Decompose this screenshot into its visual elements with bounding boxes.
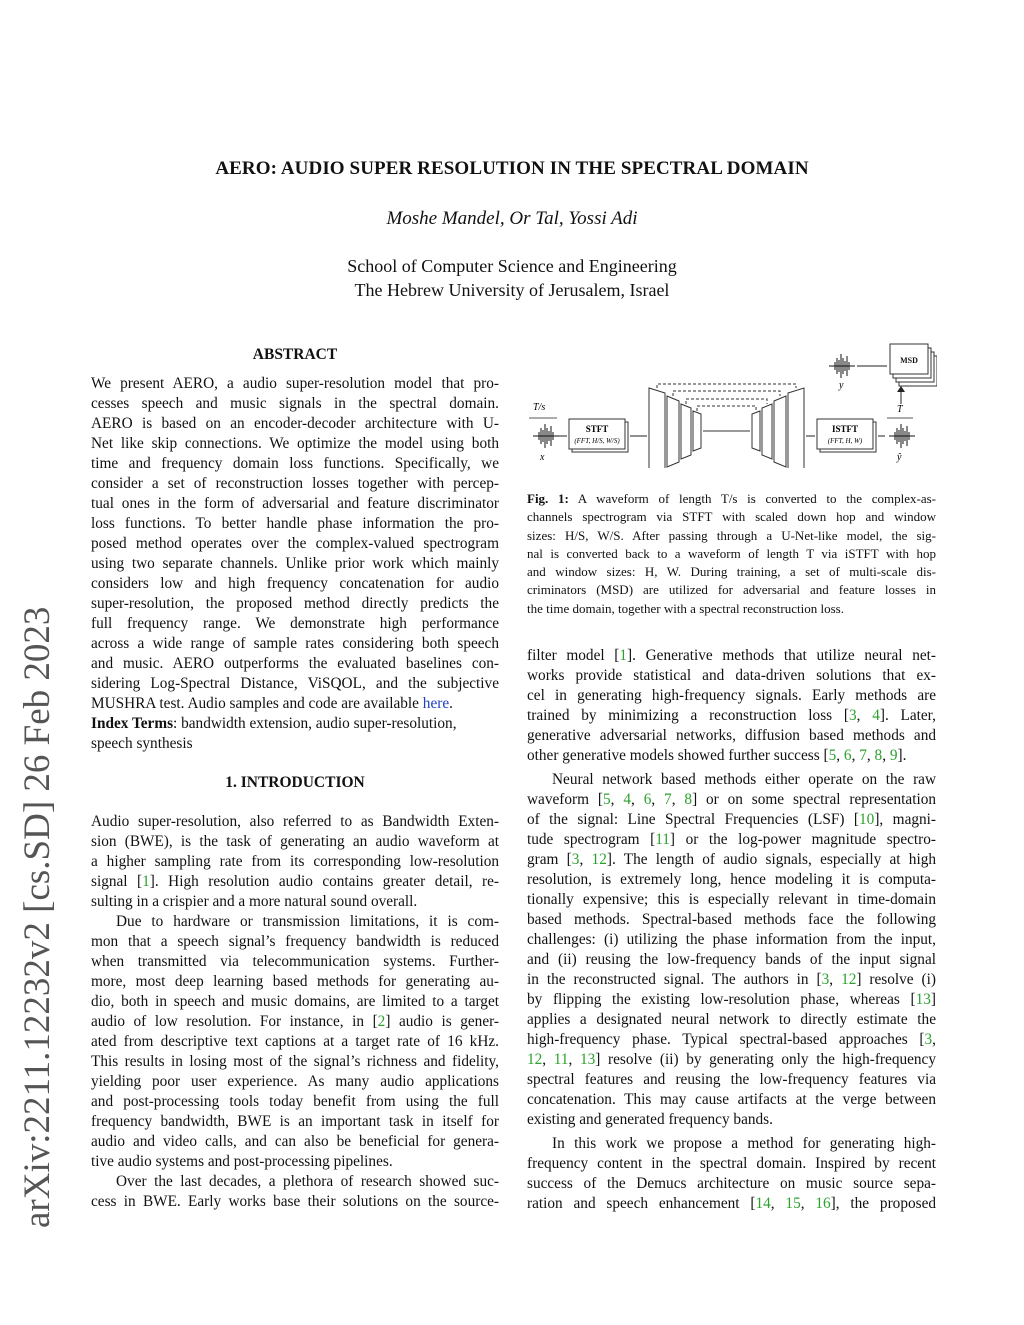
citation[interactable]: 2	[377, 1013, 386, 1030]
index-terms-line: Index Terms: bandwidth extension, audio super-resolution,	[91, 715, 457, 732]
citation[interactable]: 13	[915, 991, 931, 1008]
citation[interactable]: 8	[684, 791, 693, 808]
index-terms-label: Index Terms	[91, 715, 174, 732]
citation[interactable]: 9	[889, 747, 898, 764]
citation[interactable]: 3	[848, 707, 857, 724]
citation[interactable]: 7	[859, 747, 867, 764]
paper-title: AERO: AUDIO SUPER RESOLUTION IN THE SPECTRAL DOMAIN	[215, 158, 809, 179]
arxiv-id: arXiv:2211.12232v2 [cs.SD] 26 Feb 2023	[17, 606, 58, 1228]
unet-encoder	[649, 388, 701, 468]
citation[interactable]: 5	[828, 747, 837, 764]
abstract-line: sidering Log-Spectral Distance, ViSQOL, and the subjective	[91, 675, 499, 692]
label-x: x	[540, 452, 545, 463]
abstract-line: Net like skip connections. We optimize the model using both	[91, 435, 499, 452]
citation[interactable]: 4	[623, 791, 631, 808]
citation[interactable]: 1	[142, 873, 150, 890]
stft-block	[569, 419, 628, 452]
citation[interactable]: 11	[553, 1051, 569, 1068]
intro-heading: 1. INTRODUCTION	[225, 774, 365, 791]
affiliation-line-2: The Hebrew University of Jerusalem, Israel	[354, 280, 670, 300]
input-waveform-icon	[533, 424, 559, 448]
label-T: T	[897, 404, 903, 415]
citation[interactable]: 5	[602, 791, 611, 808]
msd-label: MSD	[900, 356, 918, 365]
citation[interactable]: 6	[643, 791, 652, 808]
citation[interactable]: 16	[815, 1195, 831, 1212]
abstract-heading: ABSTRACT	[252, 346, 338, 363]
citation[interactable]: 3	[821, 971, 830, 988]
index-terms-line-2: speech synthesis	[91, 735, 193, 752]
abstract-line: loss functions. To better handle phase information the pro-	[91, 515, 499, 532]
abstract-line: MUSHRA test. Audio samples and code are available here.	[91, 695, 453, 712]
abstract-line: tual ones in the form of adversarial and feature discriminator	[91, 495, 499, 512]
citation[interactable]: 10	[859, 811, 875, 828]
caption-label: Fig. 1:	[527, 491, 569, 506]
citation[interactable]: 12	[591, 851, 607, 868]
citation[interactable]: 12	[841, 971, 857, 988]
samples-link[interactable]: here	[422, 695, 450, 712]
msd-block	[890, 344, 937, 386]
citation[interactable]: 1	[619, 647, 628, 664]
abstract-line: cesses speech and music signals in the spectral domain.	[91, 395, 499, 412]
citation[interactable]: 6	[843, 747, 852, 764]
istft-block	[817, 419, 876, 452]
citation[interactable]: 4	[872, 707, 880, 724]
unet-decoder	[752, 388, 804, 468]
target-waveform-icon	[829, 354, 855, 378]
citation[interactable]: 14	[755, 1195, 771, 1212]
abstract-line: AERO is based on an encoder-decoder architecture with U-	[91, 415, 499, 432]
abstract-line: using two separate channels. Unlike prior work which mainly	[91, 555, 499, 572]
abstract-line: consider a set of reconstruction losses together with percep-	[91, 475, 499, 492]
citation[interactable]: 3	[924, 1031, 933, 1048]
istft-params: (FFT, H, W)	[827, 437, 863, 445]
citation[interactable]: 13	[580, 1051, 596, 1068]
citation[interactable]: 15	[785, 1195, 801, 1212]
intro-left-column: Audio super-resolution, also referred to as Bandwidth Exten- sion (BWE), is the task of generating an audio waveform at a higher sampling rate from its corresponding low-resolution signal [1]. High resolution audio contains greater detail, re- sulting in a crispier and a more natural sound overall. Due to hardware or transmission limitations, it is com- mon that a speech signal’s frequency bandwidth is reduced when transmitted via telecommunication systems. Further- more, most deep learning based methods for generating au- dio, both in speech and music domains, are limited to a target audio of low resolution. For instance, in [2] audio is gener- ated from descriptive text captions at a target rate of 16 kHz. This results in losing most of the signal’s richness and fidelity, yielding poor user experience. As many audio applications and post-processing tools today benefit from using the full frequency bandwidth, BWE is an important task in itself for audio and video calls, and can also be beneficial for genera- tive audio systems and post-processing pipelines. Over the last decades, a plethora of research showed suc- cess in BWE. Early works base their solutions on the source-	[91, 813, 499, 1210]
abstract-body	[91, 374, 499, 754]
citation[interactable]: 8	[874, 747, 883, 764]
figure-caption: Fig. 1: A waveform of length T/s is converted to the complex-as- channels spectrogram via STFT with scaled down hop and window sizes: H/S, W/S. After passing through a U-Net-like model, the sig- nal is converted back to a waveform of length T via iSTFT with hop and window sizes: H, W. During training, a set of multi-scale dis- criminators (MSD) are utilized for adversarial and feature losses in the time domain, together with a spectral reconstruction loss.	[527, 491, 936, 616]
citation[interactable]: 3	[571, 851, 580, 868]
affiliation-line-1: School of Computer Science and Engineering	[347, 256, 677, 276]
label-y: y	[839, 380, 844, 391]
label-T-over-s: T/s	[533, 402, 546, 413]
abstract-line: full frequency range. We demonstrate high performance	[91, 615, 499, 632]
label-y-hat: ŷ	[897, 452, 902, 463]
citation[interactable]: 7	[664, 791, 672, 808]
citation[interactable]: 12	[527, 1051, 543, 1068]
paper-authors: Moshe Mandel, Or Tal, Yossi Adi	[386, 208, 638, 229]
abstract-line: time and frequency domain loss functions. Specifically, we	[91, 455, 499, 472]
abstract-line: super-resolution, the proposed method directly predicts the	[91, 595, 499, 612]
intro-right-column: filter model [1]. Generative methods that utilize neural net- works provide statistical and data-driven solutions that ex- cel in generating high-frequency signals. Early methods are trained by minimizing a reconstruction loss [3, 4]. Later, generative adversarial networks, diffusion based methods and other generative models showed further success [5, 6, 7, 8, 9]. Neural network based methods either operate on the raw waveform [5, 4, 6, 7, 8] or on some spectral representation of the signal: Line Spectral Frequencies (LSF) [10], magni- tude spectrogram [11] or the log-power magnitude spectro- gram [3, 12]. The length of audio signals, especially at high resolution, is extremely long, hence modeling it is computa- tionally expensive; this is especially relevant in time-domain based methods. Spectral-based methods face the following challenges: (i) utilizing the phase information from the input, and (ii) reusing the low-frequency bands of the input signal in the reconstructed signal. The authors in [3, 12] resolve (i) by flipping the existing low-resolution phase, whereas [13] applies a designated neural network to directly estimate the high-frequency phase. Typical spectral-based approaches [3, 12, 11, 13] resolve (ii) by generating only the high-frequency spectral features and reusing the low-frequency features via concatenation. This may cause artifacts at the verge between existing and generated frequency bands. In this work we propose a method for generating high- frequency content in the spectral domain. Inspired by recent success of the Demucs architecture on music source sepa- ration and speech enhancement [14, 15, 16], the proposed	[527, 647, 937, 1212]
istft-label: ISTFT	[831, 424, 859, 434]
abstract-line: posed method operates over the complex-valued spectrogram	[91, 535, 499, 552]
stft-params: (FFT, H/S, W/S)	[574, 437, 620, 445]
output-waveform-icon	[889, 424, 915, 448]
stft-label: STFT	[585, 424, 609, 434]
abstract-line: considers low and high frequency concatenation for audio	[91, 575, 499, 592]
figure-1	[527, 338, 937, 468]
architecture-diagram	[527, 338, 937, 468]
abstract-line: across a wide range of sample rates considering both speech	[91, 635, 499, 652]
citation[interactable]: 11	[655, 831, 670, 848]
abstract-line: and music. AERO outperforms the evaluated baselines con-	[91, 655, 499, 672]
abstract-line: We present AERO, a audio super-resolution model that pro-	[91, 375, 499, 392]
